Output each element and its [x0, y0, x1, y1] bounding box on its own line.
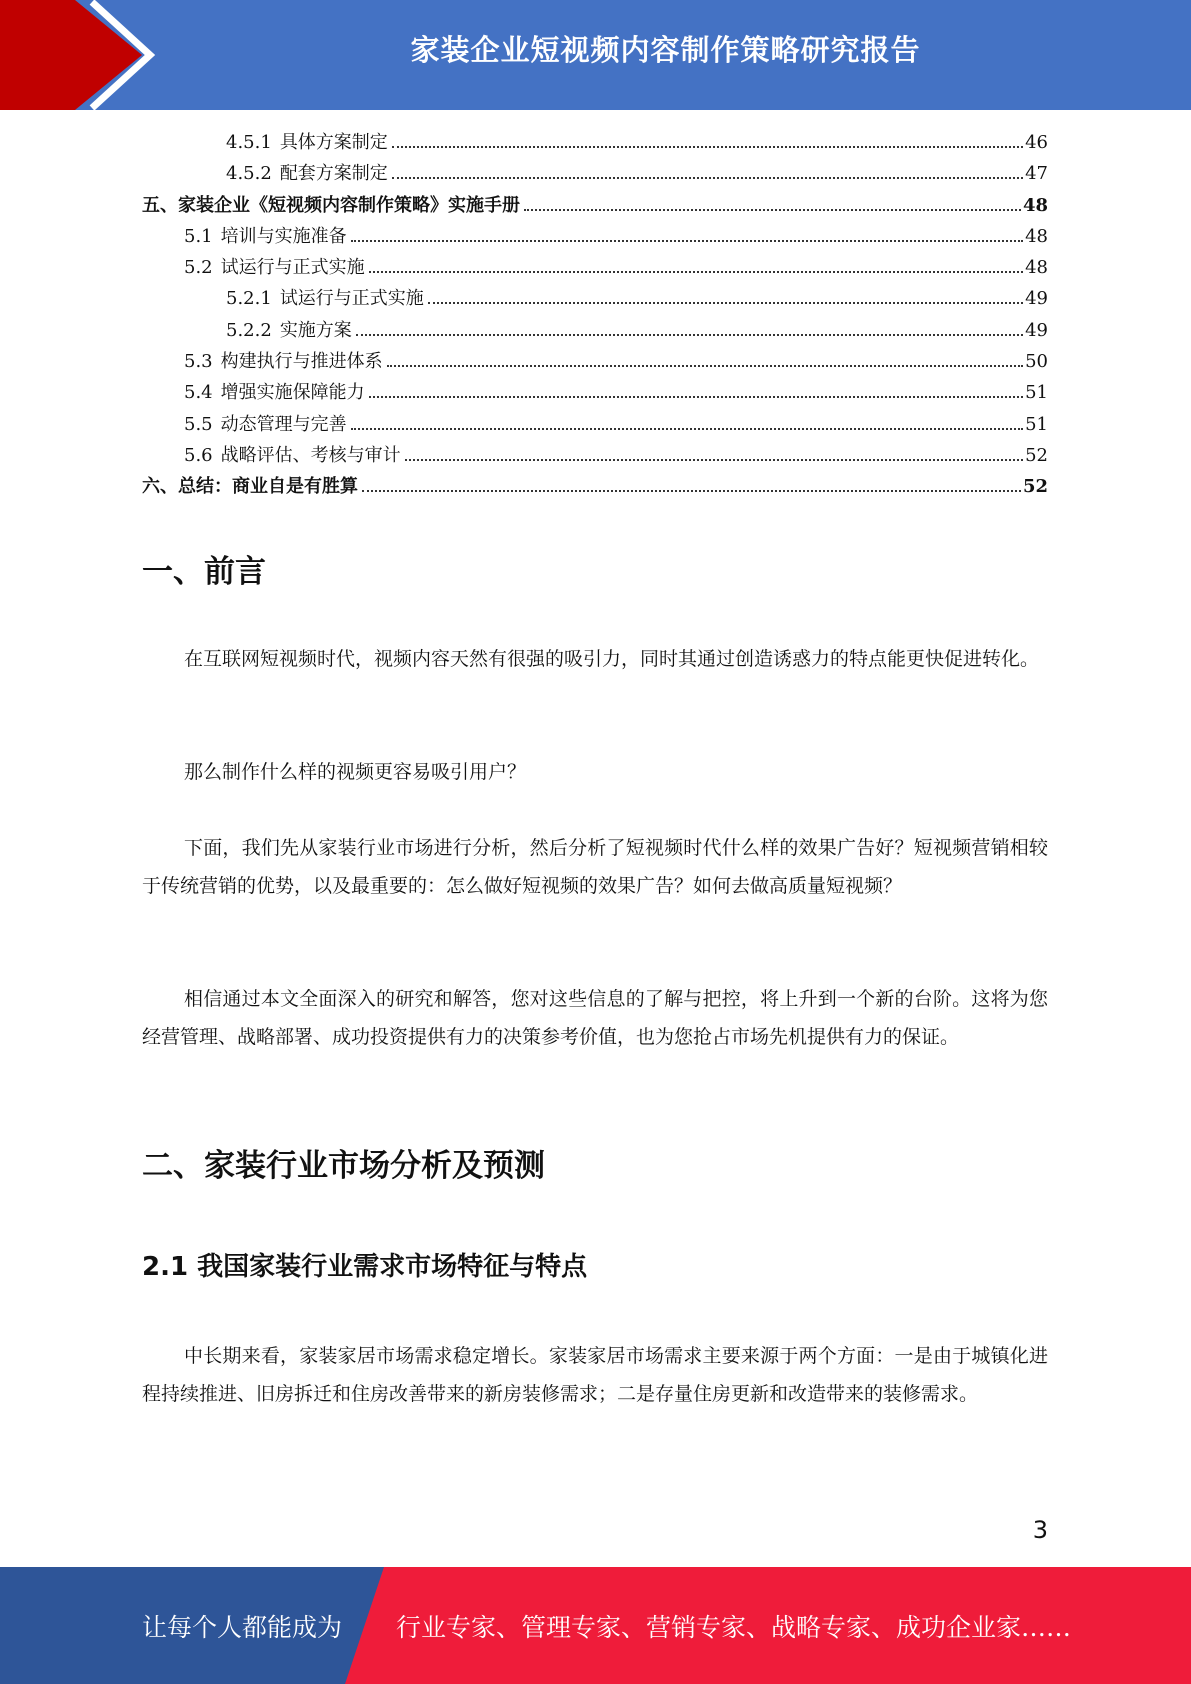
toc-leader-dots — [369, 395, 1023, 398]
intro-paragraph-3: 下面，我们先从家装行业市场进行分析，然后分析了短视频时代什么样的效果广告好？短视频营销相较于传统营销的优势，以及最重要的：怎么做好短视频的效果广告？如何去做高质量短视频？ — [142, 837, 1048, 897]
subsection-heading-2-1: 2.1 我国家装行业需求市场特征与特点 — [142, 1252, 588, 1282]
intro-paragraph-4: 相信通过本文全面深入的研究和解答，您对这些信息的了解与把控，将上升到一个新的台阶。这将为您经营管理、战略部署、成功投资提供有力的决策参考价值，也为您抢占市场先机提供有力的保证。 — [142, 988, 1048, 1048]
toc-entry[interactable] — [142, 316, 1048, 347]
toc-entry-number: 4.5.1 — [226, 132, 272, 153]
toc-entry-page: 51 — [1025, 382, 1048, 404]
toc-entry-title: 动态管理与完善 — [220, 413, 347, 435]
toc-entry-title: 总结：商业自是有胜算 — [178, 476, 358, 498]
header-title: 家装企业短视频内容制作策略研究报告 — [410, 33, 921, 67]
toc-entry[interactable] — [142, 191, 1048, 222]
footer-slogan-right: 行业专家、管理专家、营销专家、战略专家、成功企业家…… — [396, 1613, 1072, 1642]
table-of-contents — [142, 128, 1048, 504]
toc-entry-number: 5.2.2 — [226, 319, 272, 341]
toc-entry-page: 48 — [1025, 225, 1048, 247]
toc-entry[interactable] — [142, 253, 1048, 284]
toc-entry-page: 52 — [1025, 444, 1048, 466]
toc-entry-page: 46 — [1025, 132, 1048, 153]
toc-entry-title: 试运行与正式实施 — [220, 257, 365, 279]
toc-entry-page: 50 — [1025, 351, 1048, 373]
toc-leader-dots — [351, 239, 1023, 242]
toc-entry-title: 具体方案制定 — [279, 132, 388, 153]
toc-entry-number: 五、 — [142, 194, 178, 216]
page-header — [0, 0, 1191, 110]
toc-leader-dots — [362, 489, 1021, 492]
toc-entry-page: 49 — [1025, 319, 1048, 341]
toc-entry-number: 5.6 — [184, 444, 213, 466]
toc-entry-title: 战略评估、考核与审计 — [220, 444, 401, 466]
toc-entry[interactable] — [142, 159, 1048, 190]
toc-entry-number: 5.2.1 — [226, 288, 272, 310]
toc-entry-title: 培训与实施准备 — [220, 225, 347, 247]
toc-leader-dots — [405, 458, 1023, 461]
toc-entry-number: 4.5.2 — [226, 163, 272, 185]
toc-leader-dots — [356, 333, 1023, 336]
toc-entry[interactable] — [142, 441, 1048, 472]
section-heading-intro: 一、前言 — [142, 554, 266, 590]
market-paragraph-1: 中长期来看，家装家居市场需求稳定增长。家装家居市场需求主要来源于两个方面：一是由于城镇化进程持续推进、旧房拆迁和住房改善带来的新房装修需求；二是存量住房更新和改造带来的装修需求。 — [142, 1345, 1048, 1405]
toc-entry-title: 实施方案 — [279, 319, 352, 341]
page-footer — [0, 1567, 1191, 1684]
toc-entry-number: 六、 — [142, 476, 178, 498]
toc-leader-dots — [524, 208, 1021, 211]
section-heading-market: 二、家装行业市场分析及预测 — [142, 1148, 545, 1184]
toc-entry-title: 构建执行与推进体系 — [220, 351, 383, 373]
toc-entry-number: 5.5 — [184, 413, 213, 435]
toc-entry[interactable] — [142, 222, 1048, 253]
intro-paragraph-2: 那么制作什么样的视频更容易吸引用户？ — [184, 761, 527, 783]
toc-leader-dots — [428, 301, 1023, 304]
footer-slogan-left: 让每个人都能成为 — [142, 1613, 343, 1642]
toc-leader-dots — [387, 364, 1023, 367]
toc-leader-dots — [369, 270, 1023, 273]
toc-entry-page: 52 — [1022, 476, 1048, 498]
toc-entry-title: 试运行与正式实施 — [279, 288, 424, 310]
toc-entry-page: 51 — [1025, 413, 1048, 435]
toc-entry-page: 49 — [1025, 288, 1048, 310]
toc-entry-title: 增强实施保障能力 — [220, 382, 365, 404]
intro-paragraph-1: 在互联网短视频时代，视频内容天然有很强的吸引力，同时其通过创造诱惑力的特点能更快促进转化。 — [184, 648, 1040, 670]
toc-entry[interactable] — [142, 128, 1048, 159]
toc-leader-dots — [392, 145, 1023, 148]
toc-entry-title: 配套方案制定 — [279, 163, 388, 185]
toc-entry[interactable] — [142, 410, 1048, 441]
toc-entry[interactable] — [142, 284, 1048, 315]
toc-leader-dots — [351, 427, 1023, 430]
toc-entry-page: 47 — [1025, 163, 1048, 185]
page-number: 3 — [1032, 1516, 1048, 1544]
toc-entry-page: 48 — [1025, 257, 1048, 279]
toc-leader-dots — [392, 176, 1023, 179]
toc-entry-number: 5.1 — [184, 225, 213, 247]
toc-entry[interactable] — [142, 472, 1048, 503]
toc-entry-page: 48 — [1022, 194, 1048, 216]
toc-entry[interactable] — [142, 378, 1048, 409]
toc-entry-number: 5.2 — [184, 257, 213, 279]
toc-entry-number: 5.4 — [184, 382, 213, 404]
toc-entry-number: 5.3 — [184, 351, 213, 373]
toc-entry[interactable] — [142, 347, 1048, 378]
toc-entry-title: 家装企业《短视频内容制作策略》实施手册 — [178, 194, 520, 216]
